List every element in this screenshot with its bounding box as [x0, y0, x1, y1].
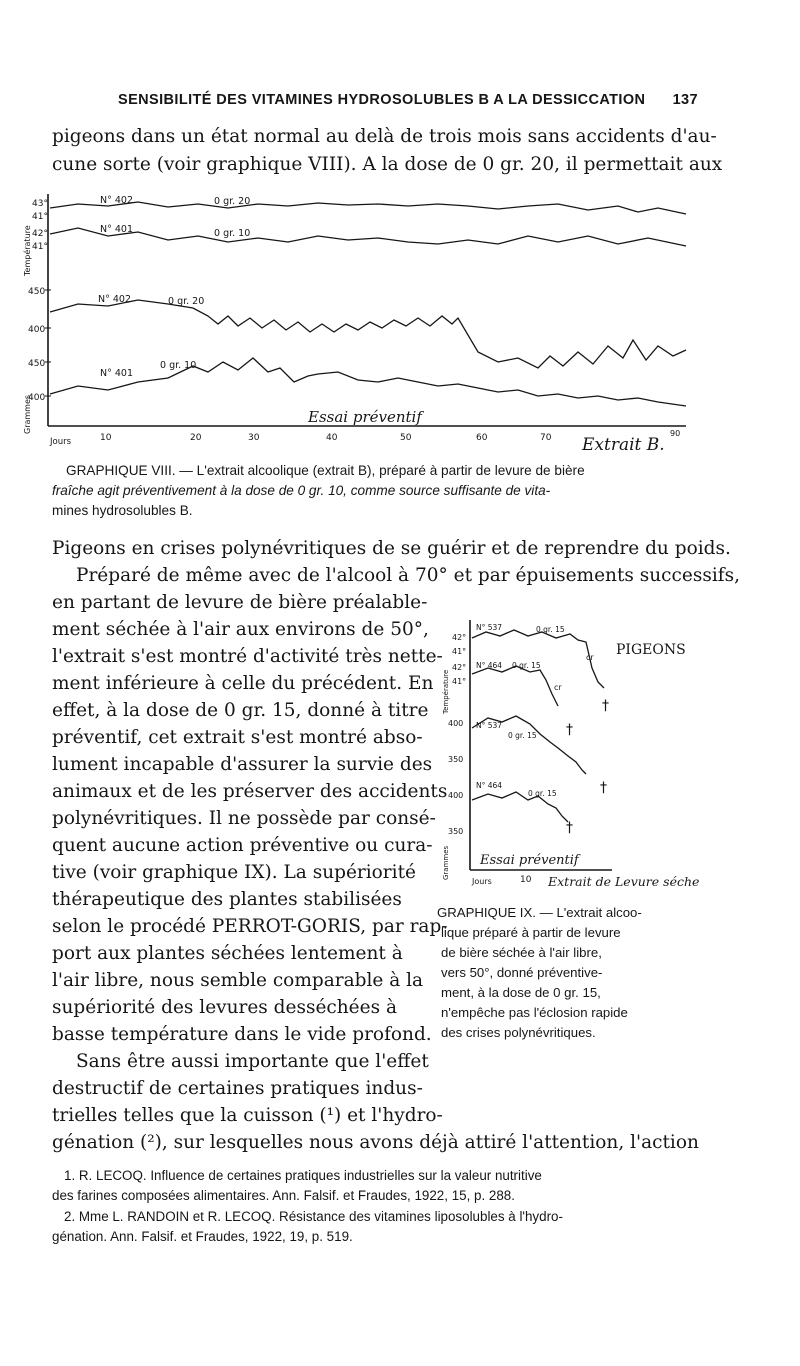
graph-ix-series-label: N° 537	[476, 721, 503, 730]
graph-viii-dose-label: 0 gr. 20	[214, 196, 251, 207]
graph-viii-x-tick: 70	[540, 433, 552, 443]
graph-viii-temp-tick: 41°	[32, 242, 48, 252]
graph-ix-caption-line: GRAPHIQUE IX. — L'extrait alcoo-	[437, 905, 642, 920]
graph-viii-dose-label: 0 gr. 20	[168, 296, 205, 307]
graph-ix-title: PIGEONS	[616, 642, 686, 658]
graph-ix-caption-line: des crises polynévritiques.	[441, 1025, 596, 1040]
graph-ix-temp-curve-464	[472, 666, 558, 706]
graph-viii-x-tick: 50	[400, 433, 412, 443]
graph-viii-temp-tick: 41°	[32, 212, 48, 222]
footnote: 1. R. LECOQ. Influence de certaines pratiques industrielles sur la valeur nutritive	[64, 1168, 542, 1183]
graph-ix-dose-label: 0 gr. 15	[512, 661, 541, 670]
graph-ix-x-tick: 10	[520, 875, 532, 885]
graph-viii-temp-tick: 43°	[32, 199, 48, 209]
graph-ix-caption-line: vers 50°, donné préventive-	[441, 965, 603, 980]
graph-viii-product-label: Extrait B.	[582, 435, 665, 455]
graph-ix-caption-line: ment, à la dose de 0 gr. 15,	[441, 985, 601, 1000]
graph-viii-weight-tick: 400	[28, 325, 46, 335]
graph-ix-dose-label: 0 gr. 15	[528, 789, 557, 798]
graph-viii-x-tick: 10	[100, 433, 112, 443]
column-line: destructif de certaines pratiques indus-	[52, 1078, 423, 1099]
column-line: selon le procédé PERROT-GORIS, par rap-	[52, 916, 448, 937]
graph-ix-temp-tick: 42°	[452, 633, 467, 642]
graph-viii-weight-curve-401	[50, 358, 686, 406]
column-line: port aux plantes séchées lentement à	[52, 943, 403, 964]
graph-ix-temp-tick: 41°	[452, 677, 467, 686]
footnote: des farines composées alimentaires. Ann. Falsif. et Fraudes, 1922, 15, p. 288.	[52, 1188, 515, 1203]
column-line: l'extrait s'est montré d'activité très nette-	[52, 646, 443, 667]
graph-viii-y-label-bottom: Grammes	[23, 394, 32, 434]
graph-ix-caption-line: lique préparé à partir de levure	[441, 925, 621, 940]
footnote: 2. Mme L. RANDOIN et R. LECOQ. Résistance des vitamines liposolubles à l'hydro-	[64, 1209, 563, 1224]
graph-viii-series-label: N° 401	[100, 224, 134, 235]
column-line: l'air libre, nous semble comparable à la	[52, 970, 424, 991]
graph-viii-weight-tick: 450	[28, 287, 46, 297]
column-line: ment inférieure à celle du précédent. En	[52, 673, 434, 694]
graph-viii-dose-label: 0 gr. 10	[214, 228, 251, 239]
body-line: génation (²), sur lesquelles nous avons déjà attiré l'attention, l'action	[52, 1132, 699, 1153]
graph-ix-product-label: Extrait de Levure séche	[548, 874, 700, 889]
graph-viii-caption-line: GRAPHIQUE VIII. — L'extrait alcoolique (extrait B), préparé à partir de levure de bière	[66, 463, 585, 478]
graph-ix-caption-line: de bière séchée à l'air libre,	[441, 945, 602, 960]
body-line: Pigeons en crises polynévritiques de se guérir et de reprendre du poids.	[52, 538, 731, 559]
graph-viii-temp-curve-402	[50, 202, 686, 214]
graph-viii-series-label: N° 402	[100, 195, 134, 206]
graph-viii	[18, 186, 698, 456]
column-line: quent aucune action préventive ou cura-	[52, 835, 433, 856]
column-line: tive (voir graphique IX). La supériorité	[52, 862, 416, 883]
graph-ix-series-label: N° 537	[476, 623, 503, 632]
graph-ix-temp-curve-537	[472, 630, 604, 688]
dagger-icon: †	[600, 780, 607, 796]
graph-viii-annotation: Essai préventif	[308, 408, 422, 426]
column-line: effet, à la dose de 0 gr. 15, donné à titre	[52, 700, 429, 721]
graph-ix-weight-tick: 350	[448, 827, 464, 836]
column-line: lument incapable d'assurer la survie des	[52, 754, 433, 775]
column-line: préventif, cet extrait s'est montré abso-	[52, 727, 423, 748]
dagger-icon: †	[566, 722, 573, 738]
graph-ix-temp-tick: 42°	[452, 663, 467, 672]
graph-ix-weight-tick: 400	[448, 719, 464, 728]
column-line: animaux et de les préserver des accidents	[52, 781, 448, 802]
dagger-icon: †	[602, 698, 609, 714]
graph-ix-temp-tick: 41°	[452, 647, 467, 656]
page-number: 137	[672, 92, 698, 108]
running-title: SENSIBILITÉ DES VITAMINES HYDROSOLUBLES B A LA DESSICCATION	[118, 92, 646, 108]
graph-ix-dose-label: 0 gr. 15	[508, 731, 537, 740]
graph-viii-caption-line: mines hydrosolubles B.	[52, 503, 193, 518]
graph-ix-y-label-top: Température	[442, 669, 450, 714]
column-line: trielles telles que la cuisson (¹) et l'hydro-	[52, 1105, 443, 1126]
column-line: polynévritiques. Il ne possède par consé-	[52, 808, 436, 829]
column-line: en partant de levure de bière préalable-	[52, 592, 428, 613]
graph-ix-annotation: Essai préventif	[480, 853, 579, 868]
graph-viii-x-tick: 90	[670, 429, 681, 438]
graph-viii-series-label: N° 402	[98, 294, 132, 305]
graph-ix-series-label: N° 464	[476, 661, 503, 670]
graph-ix-x-label: Jours	[472, 877, 492, 886]
graph-viii-x-tick: 40	[326, 433, 338, 443]
graph-ix-series-label: N° 464	[476, 781, 503, 790]
body-line: cune sorte (voir graphique VIII). A la dose de 0 gr. 20, il permettait aux	[52, 154, 723, 175]
graph-ix-y-label-bottom: Grammes	[442, 845, 450, 880]
graph-viii-weight-tick: 400	[28, 393, 46, 403]
graph-viii-temp-tick: 42°	[32, 229, 48, 239]
graph-viii-series-label: N° 401	[100, 368, 134, 379]
body-line: pigeons dans un état normal au delà de trois mois sans accidents d'au-	[52, 126, 717, 147]
footnote: génation. Ann. Falsif. et Fraudes, 1922, 19, p. 519.	[52, 1229, 353, 1244]
graph-viii-weight-curve-402	[50, 300, 686, 368]
graph-viii-weight-tick: 450	[28, 359, 46, 369]
graph-viii-caption-line: fraîche agit préventivement à la dose de 0 gr. 10, comme source suffisante de vita-	[52, 483, 551, 498]
graph-viii-x-tick: 30	[248, 433, 260, 443]
graph-viii-x-label: Jours	[50, 437, 72, 447]
graph-ix-cr-label: cr	[554, 683, 562, 692]
graph-viii-dose-label: 0 gr. 10	[160, 360, 197, 371]
graph-ix-cr-label: cr	[586, 653, 594, 662]
graph-viii-y-label-top: Température	[23, 225, 32, 276]
graph-ix	[436, 610, 712, 896]
body-line: Préparé de même avec de l'alcool à 70° et par épuisements successifs,	[76, 565, 740, 586]
column-line: ment séchée à l'air aux environs de 50°,	[52, 619, 429, 640]
graph-ix-weight-tick: 400	[448, 791, 464, 800]
graph-viii-x-tick: 20	[190, 433, 202, 443]
graph-viii-temp-curve-401	[50, 228, 686, 246]
graph-ix-weight-tick: 350	[448, 755, 464, 764]
column-line: thérapeutique des plantes stabilisées	[52, 889, 402, 910]
column-line: supériorité des levures desséchées à	[52, 997, 397, 1018]
graph-ix-caption-line: n'empêche pas l'éclosion rapide	[441, 1005, 628, 1020]
column-line: Sans être aussi importante que l'effet	[76, 1051, 429, 1072]
graph-viii-x-tick: 60	[476, 433, 488, 443]
graph-ix-dose-label: 0 gr. 15	[536, 625, 565, 634]
column-line: basse température dans le vide profond.	[52, 1024, 432, 1045]
dagger-icon: †	[566, 820, 573, 836]
